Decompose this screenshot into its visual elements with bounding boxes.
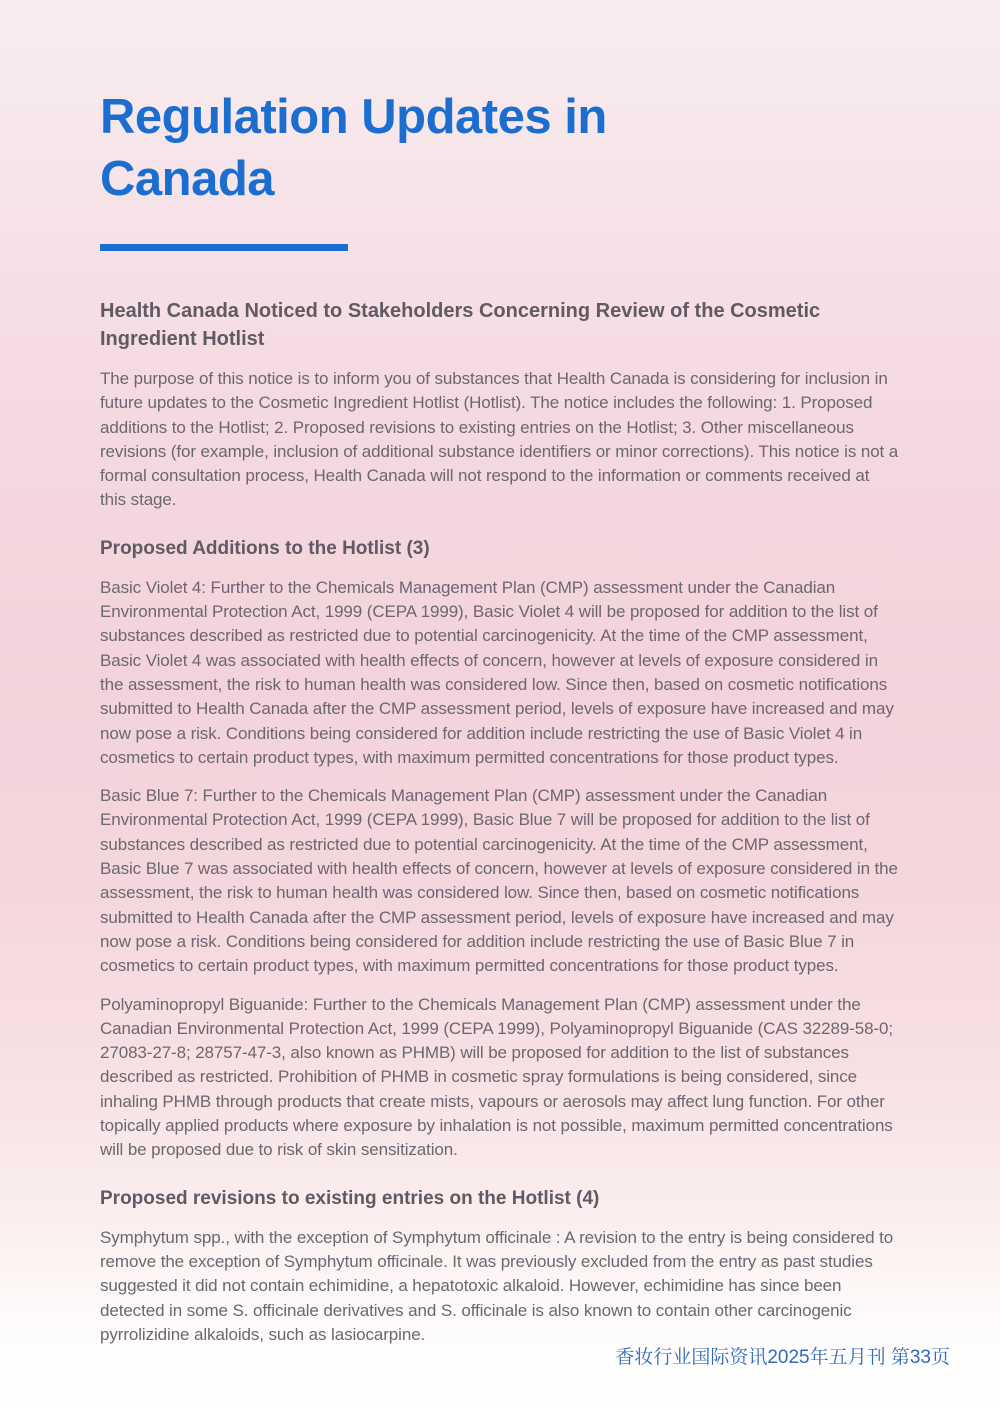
paragraph-basic-violet-4: Basic Violet 4: Further to the Chemicals Management Plan (CMP) assessment under the Canadian Environmental Protection Act, 1999 (CEPA 1999), Basic Violet 4 will be proposed for addition to the list of substances described as restricted due to potential carcinogenicity. At the time of the CMP assessment, Basic Violet 4 was associated with health effects of concern, however at levels of exposure considered in the assessment, the risk to human health was considered low. Since then, based on cosmetic notifications submitted to Health Canada after the CMP assessment period, levels of exposure have increased and may now pose a risk. Conditions being considered for addition include restricting the use of Basic Violet 4 in cosmetics to certain product types, with maximum permitted concentrations for those product types. — [100, 577, 894, 767]
paragraph-polyaminopropyl-biguanide: Polyaminopropyl Biguanide: Further to the Chemicals Management Plan (CMP) assessment under the Canadian Environmental Protection Act, 1999 (CEPA 1999), Polyaminopropyl Biguanide (CAS 32289-58-0; 27083-27-8; 28757-47-3, also known as PHMB) will be proposed for addition to the list of substances described as restricted. Prohibition of PHMB in cosmetic spray formulations is being considered, since inhaling PHMB through products that create mists, vapours or aerosols may affect lung function. For other topically applied products where exposure by inhalation is not possible, maximum permitted concentrations will be proposed due to risk of skin sensitization. — [100, 994, 894, 1160]
intro-paragraph: The purpose of this notice is to inform you of substances that Health Canada is considering for inclusion in future updates to the Cosmetic Ingredient Hotlist (Hotlist). The notice includes the following: 1. Proposed additions to the Hotlist; 2. Proposed revisions to existing entries on the Hotlist; 3. Other miscellaneous revisions (for example, inclusion of additional substance identifiers or minor corrections). This notice is not a formal consultation process, Health Canada will not respond to the information or comments received at this stage. — [100, 369, 899, 510]
section-heading-proposed-revisions: Proposed revisions to existing entries on the Hotlist (4) — [100, 1187, 600, 1209]
paragraph-symphytum: Symphytum spp., with the exception of Symphytum officinale : A revision to the entry is being considered to remove the exception of Symphytum officinale. It was previously excluded from the entry as past studies suggested it did not contain echimidine, a hepatotoxic alkaloid. However, echimidine has since been detected in some S. officinale derivatives and S. officinale is also known to contain other carcinogenic pyrrolizidine alkaloids, such as lasiocarpine. — [100, 1227, 894, 1344]
article-heading: Health Canada Noticed to Stakeholders Concerning Review of the Cosmetic Ingredient Hotlist — [100, 300, 821, 350]
title-underline — [100, 244, 348, 251]
section-heading-proposed-additions: Proposed Additions to the Hotlist (3) — [100, 537, 430, 559]
paragraph-basic-blue-7: Basic Blue 7: Further to the Chemicals Management Plan (CMP) assessment under the Canadian Environmental Protection Act, 1999 (CEPA 1999), Basic Blue 7 will be proposed for addition to the list of substances described as restricted due to potential carcinogenicity. At the time of the CMP assessment, Basic Blue 7 was associated with health effects of concern, however at levels of exposure considered in the assessment, the risk to human health was considered low. Since then, based on cosmetic notifications submitted to Health Canada after the CMP assessment period, levels of exposure have increased and may now pose a risk. Conditions being considered for addition include restricting the use of Basic Blue 7 in cosmetics to certain product types, with maximum permitted concentrations for those product types. — [100, 786, 898, 976]
page-title: Regulation Updates in Canada — [100, 90, 607, 206]
footer-publication-info: 香妆行业国际资讯2025年五月刊 第33页 — [615, 1347, 950, 1368]
